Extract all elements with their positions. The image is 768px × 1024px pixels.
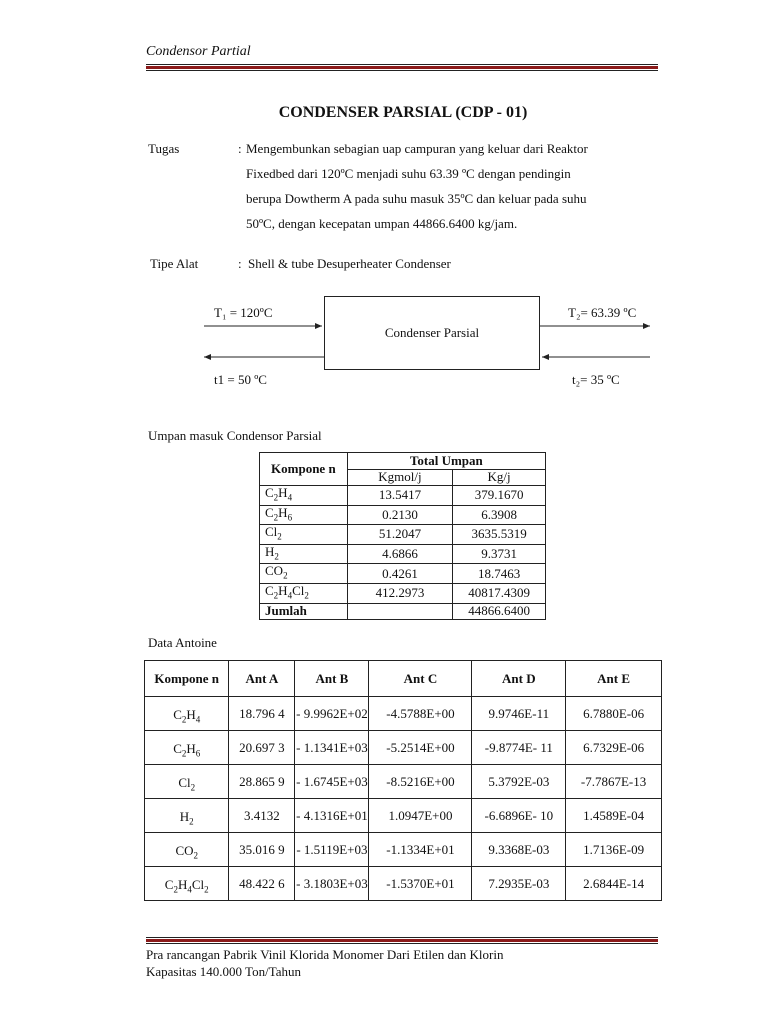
umpan-caption: Umpan masuk Condensor Parsial [148, 428, 322, 443]
tugas-line: berupa Dowtherm A pada suhu masuk 35ºC dan keluar pada suhu [246, 191, 587, 206]
antoine-caption: Data Antoine [148, 635, 217, 650]
table-row [145, 697, 662, 731]
condenser-box-label: Condenser Parsial [384, 325, 480, 340]
tipe-alat-label: Tipe Alat [150, 256, 199, 271]
kg-cell: 3635.5319 [453, 525, 546, 545]
header-ant-c: Ant C [369, 661, 472, 697]
kg-cell: 379.1670 [453, 486, 546, 506]
kg-cell: 40817.4309 [453, 583, 546, 603]
hot-inlet-temp: T₁ = 120ºC [214, 305, 273, 320]
ant-c-cell: -1.5370E+01 [369, 867, 472, 901]
ant-c-cell: -8.5216E+00 [369, 765, 472, 799]
tipe-alat-value: Shell & tube Desuperheater Condenser [248, 256, 451, 271]
kg-cell: 9.3731 [453, 544, 546, 564]
page-title: CONDENSER PARSIAL (CDP - 01) [278, 104, 528, 121]
component-name: $C_2H_4$ [145, 697, 229, 731]
ant-d-cell: 7.2935E-03 [472, 867, 566, 901]
ant-b-cell: - 1.1341E+03 [295, 731, 369, 765]
table-row [260, 544, 546, 564]
component-name: $Cl_2$ [260, 525, 348, 545]
header-kg: Kg/j [453, 469, 546, 486]
ant-a-cell: 18.796 4 [229, 697, 295, 731]
header-ant-b: Ant B [295, 661, 369, 697]
ant-a-cell: 20.697 3 [229, 731, 295, 765]
ant-a-cell: 28.865 9 [229, 765, 295, 799]
antoine-table [144, 660, 662, 901]
total-kgmol [347, 603, 453, 619]
ant-c-cell: -4.5788E+00 [369, 697, 472, 731]
ant-c-cell: 1.0947E+00 [369, 799, 472, 833]
ant-e-cell: 1.4589E-04 [566, 799, 662, 833]
table-row [260, 564, 546, 584]
header-kgmol: Kgmol/j [347, 469, 453, 486]
total-label: Jumlah [260, 603, 348, 619]
table-row [145, 867, 662, 901]
component-name: $C_2H_4Cl_2$ [260, 583, 348, 603]
component-name: $C_2H_6$ [260, 505, 348, 525]
table-row [260, 583, 546, 603]
footer [146, 946, 503, 980]
component-name: $C_2H_4$ [260, 486, 348, 506]
ant-d-cell: 9.9746E-11 [472, 697, 566, 731]
kgmol-cell: 412.2973 [347, 583, 453, 603]
component-name: $H_2$ [260, 544, 348, 564]
tugas-label: Tugas [148, 141, 180, 156]
component-name: $C_2H_6$ [145, 731, 229, 765]
kgmol-cell: 13.5417 [347, 486, 453, 506]
table-row [145, 731, 662, 765]
header-total-umpan: Total Umpan [347, 453, 545, 470]
ant-a-cell: 35.016 9 [229, 833, 295, 867]
tugas-line: Mengembunkan sebagian uap campuran yang keluar dari Reaktor [246, 141, 588, 156]
ant-a-cell: 3.4132 [229, 799, 295, 833]
kgmol-cell: 0.2130 [347, 505, 453, 525]
table-row [145, 799, 662, 833]
table-row [145, 833, 662, 867]
total-kg: 44866.6400 [453, 603, 546, 619]
ant-e-cell: -7.7867E-13 [566, 765, 662, 799]
ant-c-cell: -5.2514E+00 [369, 731, 472, 765]
ant-d-cell: -9.8774E- 11 [472, 731, 566, 765]
component-name: $C_2H_4Cl_2$ [145, 867, 229, 901]
tugas-line: Fixedbed dari 120ºC menjadi suhu 63.39 ºC dengan pendingin [246, 166, 571, 181]
ant-b-cell: - 1.5119E+03 [295, 833, 369, 867]
ant-c-cell: -1.1334E+01 [369, 833, 472, 867]
ant-e-cell: 1.7136E-09 [566, 833, 662, 867]
hot-outlet-temp: T₂= 63.39 ºC [568, 305, 637, 320]
kgmol-cell: 0.4261 [347, 564, 453, 584]
table-row-total [260, 603, 546, 619]
coolant-outlet-temp: t1 = 50 ºC [214, 372, 267, 387]
tipe-alat-colon: : [238, 256, 242, 271]
ant-e-cell: 6.7329E-06 [566, 731, 662, 765]
ant-a-cell: 48.422 6 [229, 867, 295, 901]
component-name: $CO_2$ [260, 564, 348, 584]
kgmol-cell: 51.2047 [347, 525, 453, 545]
ant-d-cell: 5.3792E-03 [472, 765, 566, 799]
footer-rule [146, 937, 658, 944]
ant-b-cell: - 9.9962E+02 [295, 697, 369, 731]
running-header: Condensor Partial [146, 44, 251, 59]
ant-b-cell: - 3.1803E+03 [295, 867, 369, 901]
header-komponen: Kompone n [260, 453, 348, 486]
flow-arrows [0, 0, 768, 420]
component-name: $Cl_2$ [145, 765, 229, 799]
footer-line: Kapasitas 140.000 Ton/Tahun [146, 964, 302, 979]
umpan-table [259, 452, 546, 620]
kg-cell: 18.7463 [453, 564, 546, 584]
ant-d-cell: 9.3368E-03 [472, 833, 566, 867]
ant-d-cell: -6.6896E- 10 [472, 799, 566, 833]
table-row [145, 765, 662, 799]
tugas-colon: : [238, 141, 242, 156]
table-row [260, 505, 546, 525]
kg-cell: 6.3908 [453, 505, 546, 525]
header-ant-e: Ant E [566, 661, 662, 697]
table-row [260, 486, 546, 506]
kgmol-cell: 4.6866 [347, 544, 453, 564]
header-ant-d: Ant D [472, 661, 566, 697]
ant-e-cell: 6.7880E-06 [566, 697, 662, 731]
ant-b-cell: - 4.1316E+01 [295, 799, 369, 833]
component-name: $CO_2$ [145, 833, 229, 867]
header-komponen: Kompone n [145, 661, 229, 697]
footer-line: Pra rancangan Pabrik Vinil Klorida Monomer Dari Etilen dan Klorin [146, 947, 504, 962]
table-row [260, 525, 546, 545]
component-name: $H_2$ [145, 799, 229, 833]
header-ant-a: Ant A [229, 661, 295, 697]
ant-e-cell: 2.6844E-14 [566, 867, 662, 901]
ant-b-cell: - 1.6745E+03 [295, 765, 369, 799]
coolant-inlet-temp: t₂= 35 ºC [572, 372, 620, 387]
tugas-line: 50ºC, dengan kecepatan umpan 44866.6400 kg/jam. [246, 216, 518, 231]
